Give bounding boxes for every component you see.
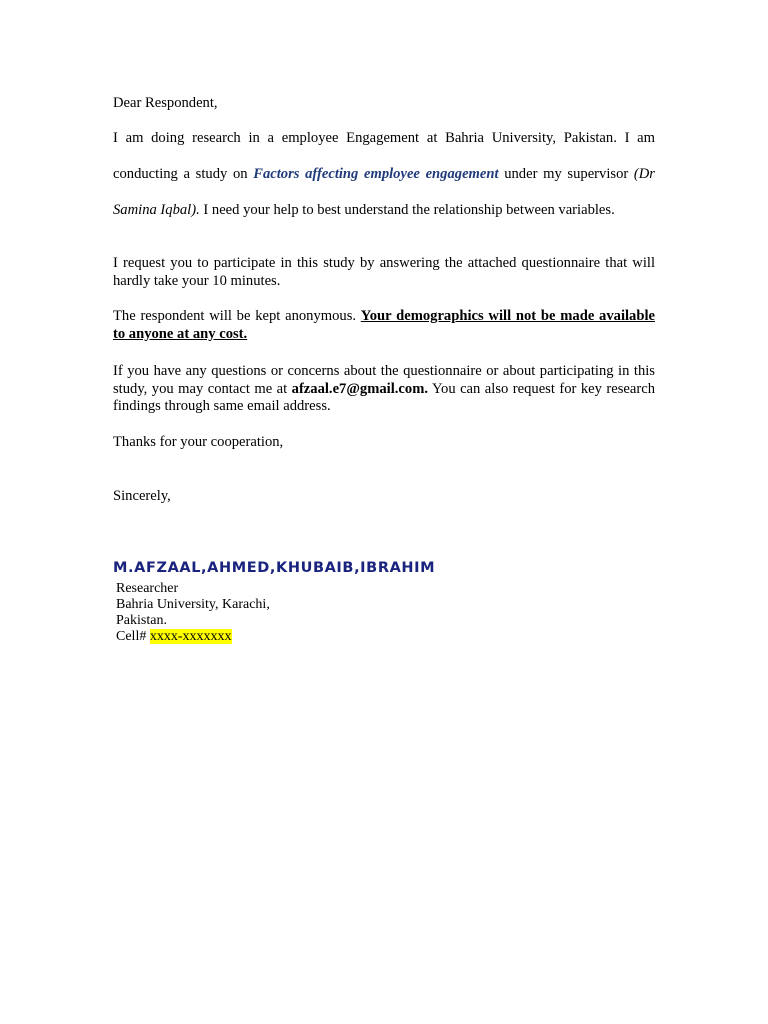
supervisor-name: Samina Iqbal). bbox=[113, 202, 200, 218]
para1-line2 bbox=[113, 165, 655, 183]
signature-address-line2: Pakistan. bbox=[116, 613, 167, 628]
contact-email: afzaal.e7@gmail.com. bbox=[291, 380, 429, 397]
salutation: Dear Respondent, bbox=[113, 95, 218, 111]
closing-line: Sincerely, bbox=[113, 488, 171, 504]
para1-line2-supervisor: under my supervisor bbox=[498, 166, 634, 182]
signature-address-line1: Bahria University, Karachi, bbox=[116, 597, 270, 612]
signature-cell bbox=[116, 629, 232, 645]
signature-names: M.AFZAAL,AHMED,KHUBAIB,IBRAHIM bbox=[113, 560, 436, 576]
para4 bbox=[113, 363, 655, 416]
para4-tail: You can also request for key research findings through same email address. bbox=[113, 380, 656, 414]
para4-text: If you have any questions or concerns about the questionnaire or about participating in this study, you may contact me at bbox=[113, 363, 655, 397]
signature-role: Researcher bbox=[116, 581, 179, 596]
para1-line1 bbox=[113, 129, 655, 147]
thanks-line: Thanks for your cooperation, bbox=[113, 434, 284, 450]
para3-text: The respondent will be kept anonymous. bbox=[113, 308, 361, 324]
para1-line2-dr: (Dr bbox=[633, 166, 655, 182]
para2: I request you to participate in this study by answering the attached questionnaire that will hardly take your 10 minutes. bbox=[113, 255, 655, 289]
para1-line3 bbox=[113, 201, 655, 219]
cell-number: xxxx-xxxxxxx bbox=[149, 629, 232, 644]
para1-line2-lead: conducting a study on bbox=[113, 166, 254, 182]
para3 bbox=[113, 308, 655, 343]
para1-line1-text: I am doing research in a employee Engagement at Bahria University, Pakistan. I am bbox=[113, 130, 655, 146]
para1-line3-text: I need your help to best understand the relationship between variables. bbox=[199, 202, 615, 218]
study-title: Factors affecting employee engagement bbox=[253, 166, 499, 182]
para3-emphasis: Your demographics will not be made available to anyone at any cost. bbox=[113, 308, 655, 342]
cell-label: Cell# bbox=[116, 629, 150, 644]
